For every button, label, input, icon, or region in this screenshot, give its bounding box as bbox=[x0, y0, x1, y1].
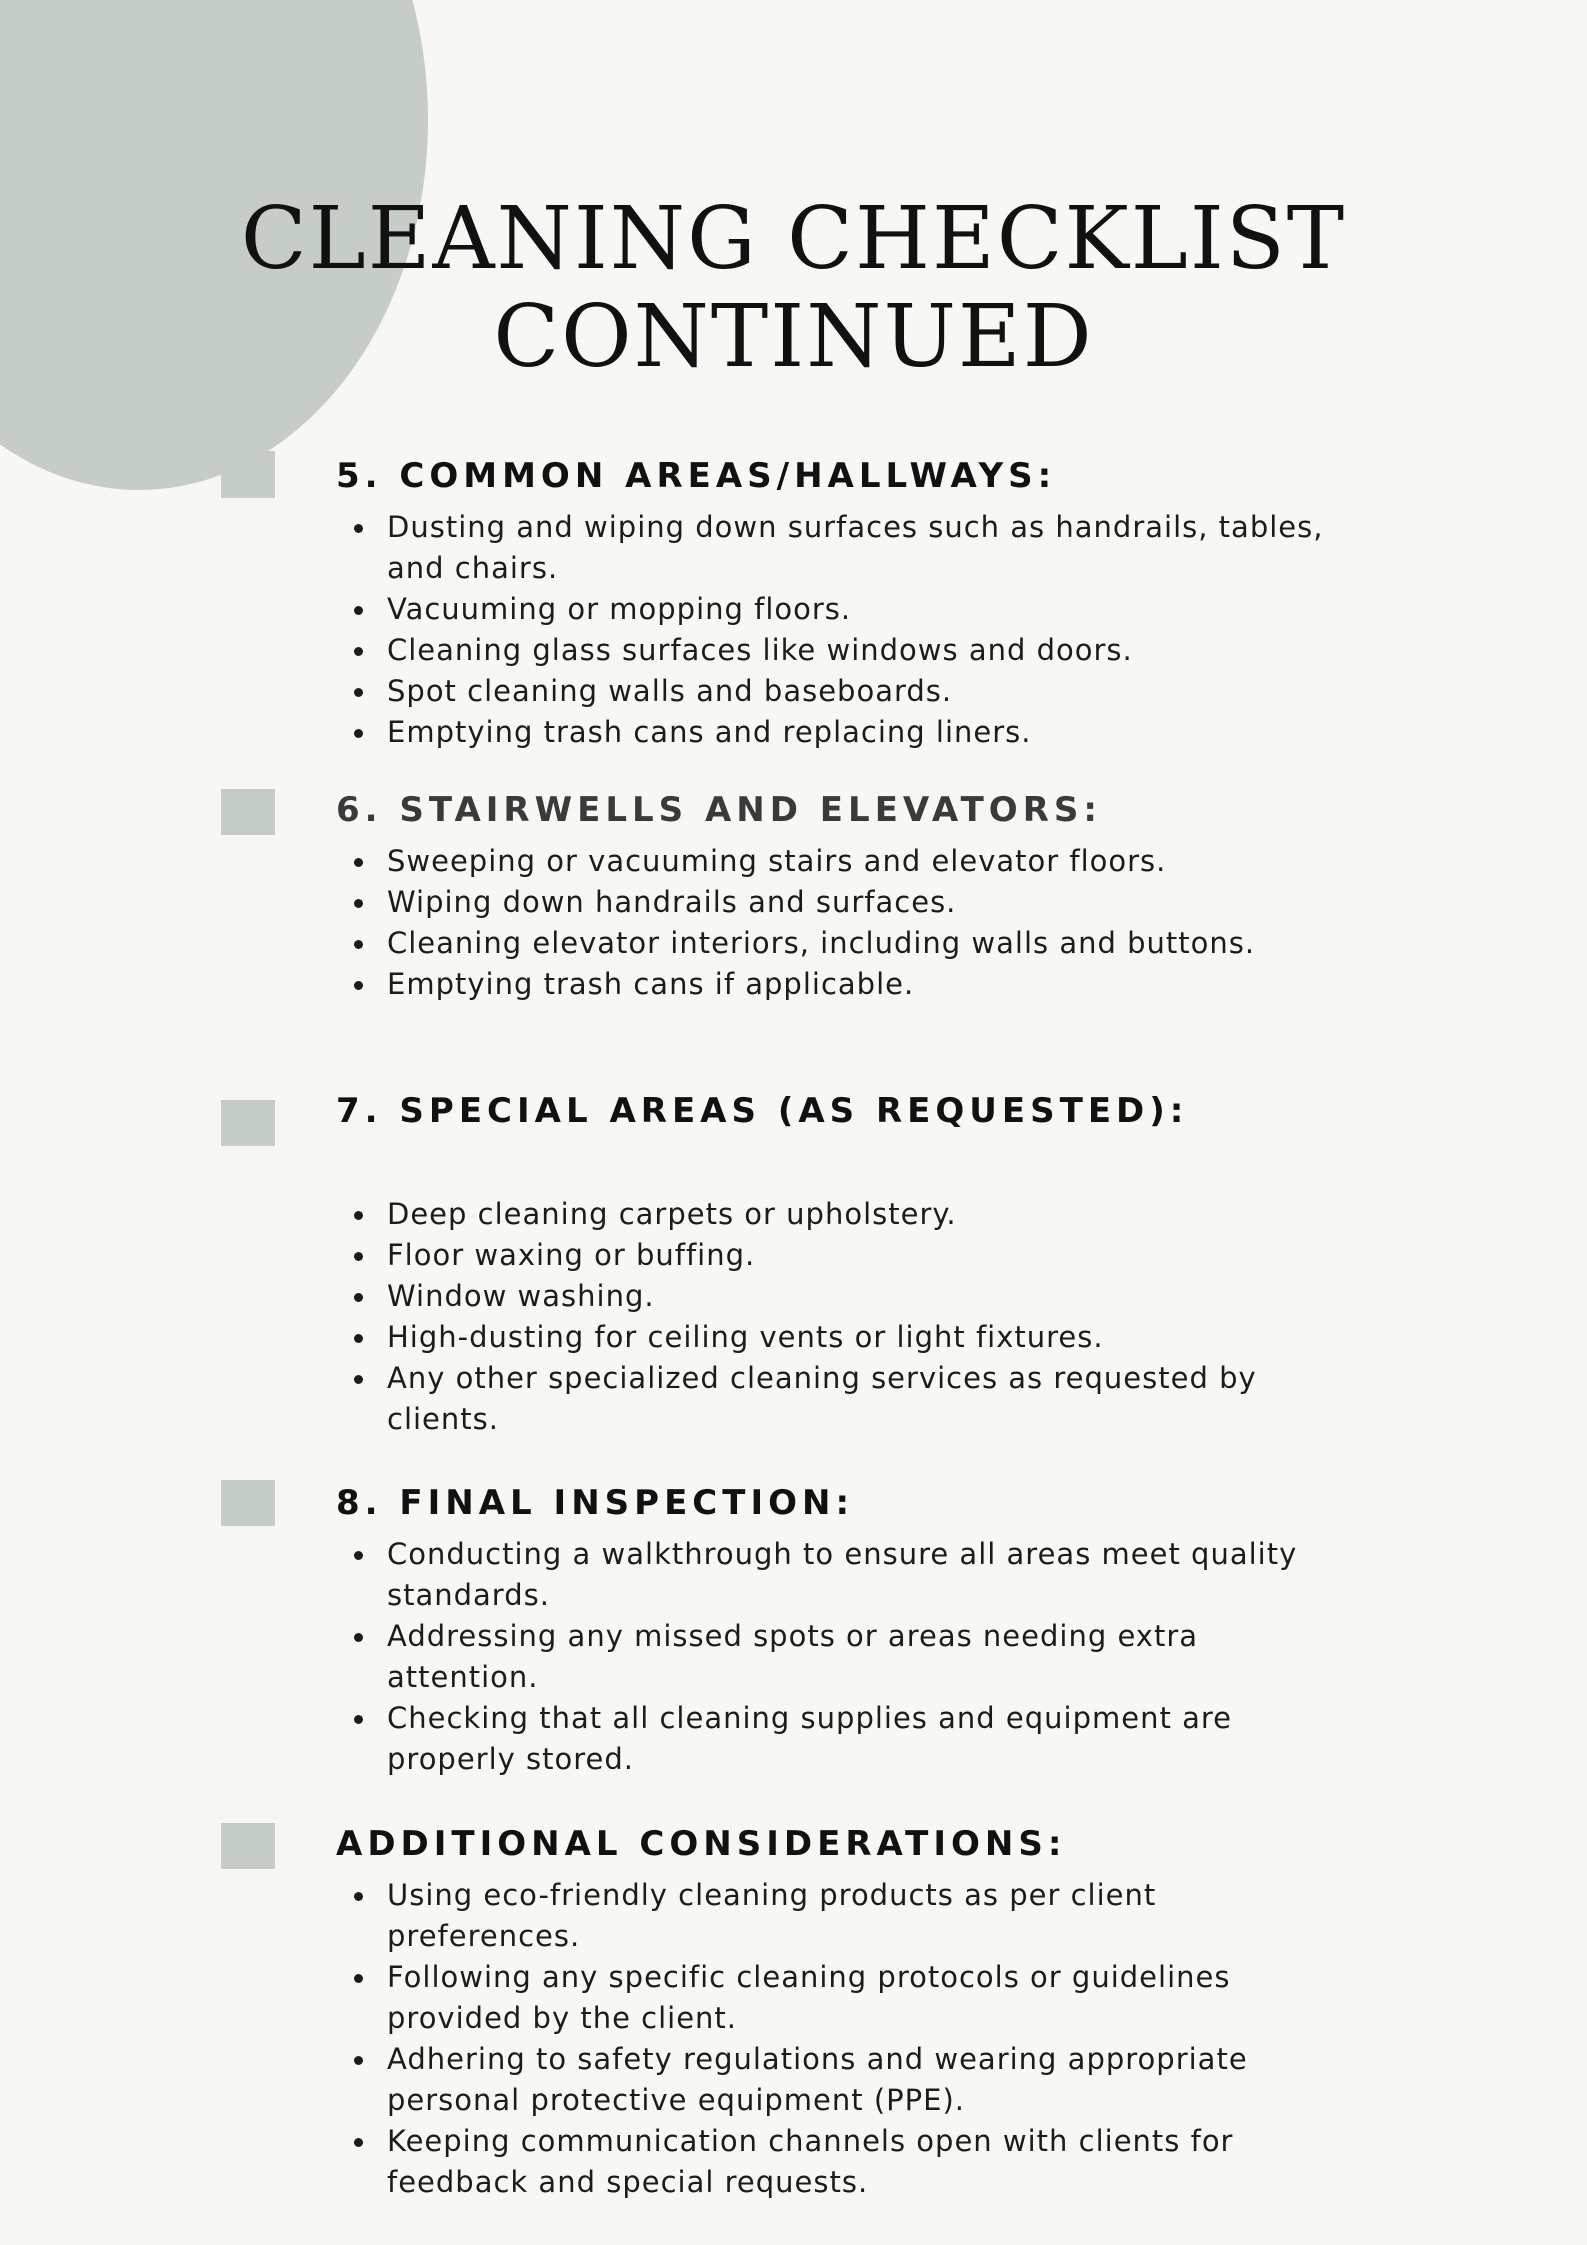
section-heading: 6. STAIRWELLS AND ELEVATORS: bbox=[336, 790, 1102, 830]
list-item: Emptying trash cans if applicable. bbox=[0, 964, 1327, 1005]
list-item: Keeping communication channels open with clients for feedback and special requests. bbox=[0, 2121, 1327, 2203]
section-item-list bbox=[0, 1875, 1587, 2203]
list-item: Emptying trash cans and replacing liners. bbox=[0, 712, 1327, 753]
section-heading: 5. COMMON AREAS/HALLWAYS: bbox=[336, 456, 1057, 496]
list-item: Cleaning elevator interiors, including walls and buttons. bbox=[0, 923, 1327, 964]
list-item: Checking that all cleaning supplies and equipment are properly stored. bbox=[0, 1698, 1327, 1780]
list-item: Window washing. bbox=[0, 1276, 1327, 1317]
list-item: Spot cleaning walls and baseboards. bbox=[0, 671, 1327, 712]
section-checkbox[interactable] bbox=[221, 1480, 275, 1526]
list-item: Any other specialized cleaning services as requested by clients. bbox=[0, 1358, 1327, 1440]
section-heading: 8. FINAL INSPECTION: bbox=[336, 1483, 855, 1523]
section-item-list bbox=[0, 1534, 1587, 1780]
list-item: Floor waxing or buffing. bbox=[0, 1235, 1327, 1276]
list-item: Cleaning glass surfaces like windows and doors. bbox=[0, 630, 1327, 671]
list-item: Using eco-friendly cleaning products as per client preferences. bbox=[0, 1875, 1327, 1957]
list-item: High-dusting for ceiling vents or light fixtures. bbox=[0, 1317, 1327, 1358]
section-checkbox[interactable] bbox=[221, 1100, 275, 1146]
section-checkbox[interactable] bbox=[221, 1823, 275, 1869]
section-heading: ADDITIONAL CONSIDERATIONS: bbox=[336, 1824, 1067, 1864]
section-item-list bbox=[0, 841, 1587, 1005]
page-title-line-1: CLEANING CHECKLIST bbox=[240, 189, 1347, 289]
list-item: Deep cleaning carpets or upholstery. bbox=[0, 1194, 1327, 1235]
list-item: Vacuuming or mopping floors. bbox=[0, 589, 1327, 630]
section-checkbox[interactable] bbox=[221, 451, 275, 498]
page-title bbox=[0, 190, 1587, 386]
list-item: Addressing any missed spots or areas needing extra attention. bbox=[0, 1616, 1327, 1698]
section-item-list bbox=[0, 1194, 1587, 1440]
section-heading: 7. SPECIAL AREAS (AS REQUESTED): bbox=[336, 1091, 1189, 1131]
list-item: Conducting a walkthrough to ensure all areas meet quality standards. bbox=[0, 1534, 1327, 1616]
list-item: Sweeping or vacuuming stairs and elevator floors. bbox=[0, 841, 1327, 882]
section-item-list bbox=[0, 507, 1587, 753]
list-item: Adhering to safety regulations and wearing appropriate personal protective equipment (PPE). bbox=[0, 2039, 1327, 2121]
list-item: Following any specific cleaning protocols or guidelines provided by the client. bbox=[0, 1957, 1327, 2039]
section-checkbox[interactable] bbox=[221, 789, 275, 835]
list-item: Dusting and wiping down surfaces such as handrails, tables, and chairs. bbox=[0, 507, 1327, 589]
list-item: Wiping down handrails and surfaces. bbox=[0, 882, 1327, 923]
page-title-line-2: CONTINUED bbox=[493, 287, 1094, 387]
